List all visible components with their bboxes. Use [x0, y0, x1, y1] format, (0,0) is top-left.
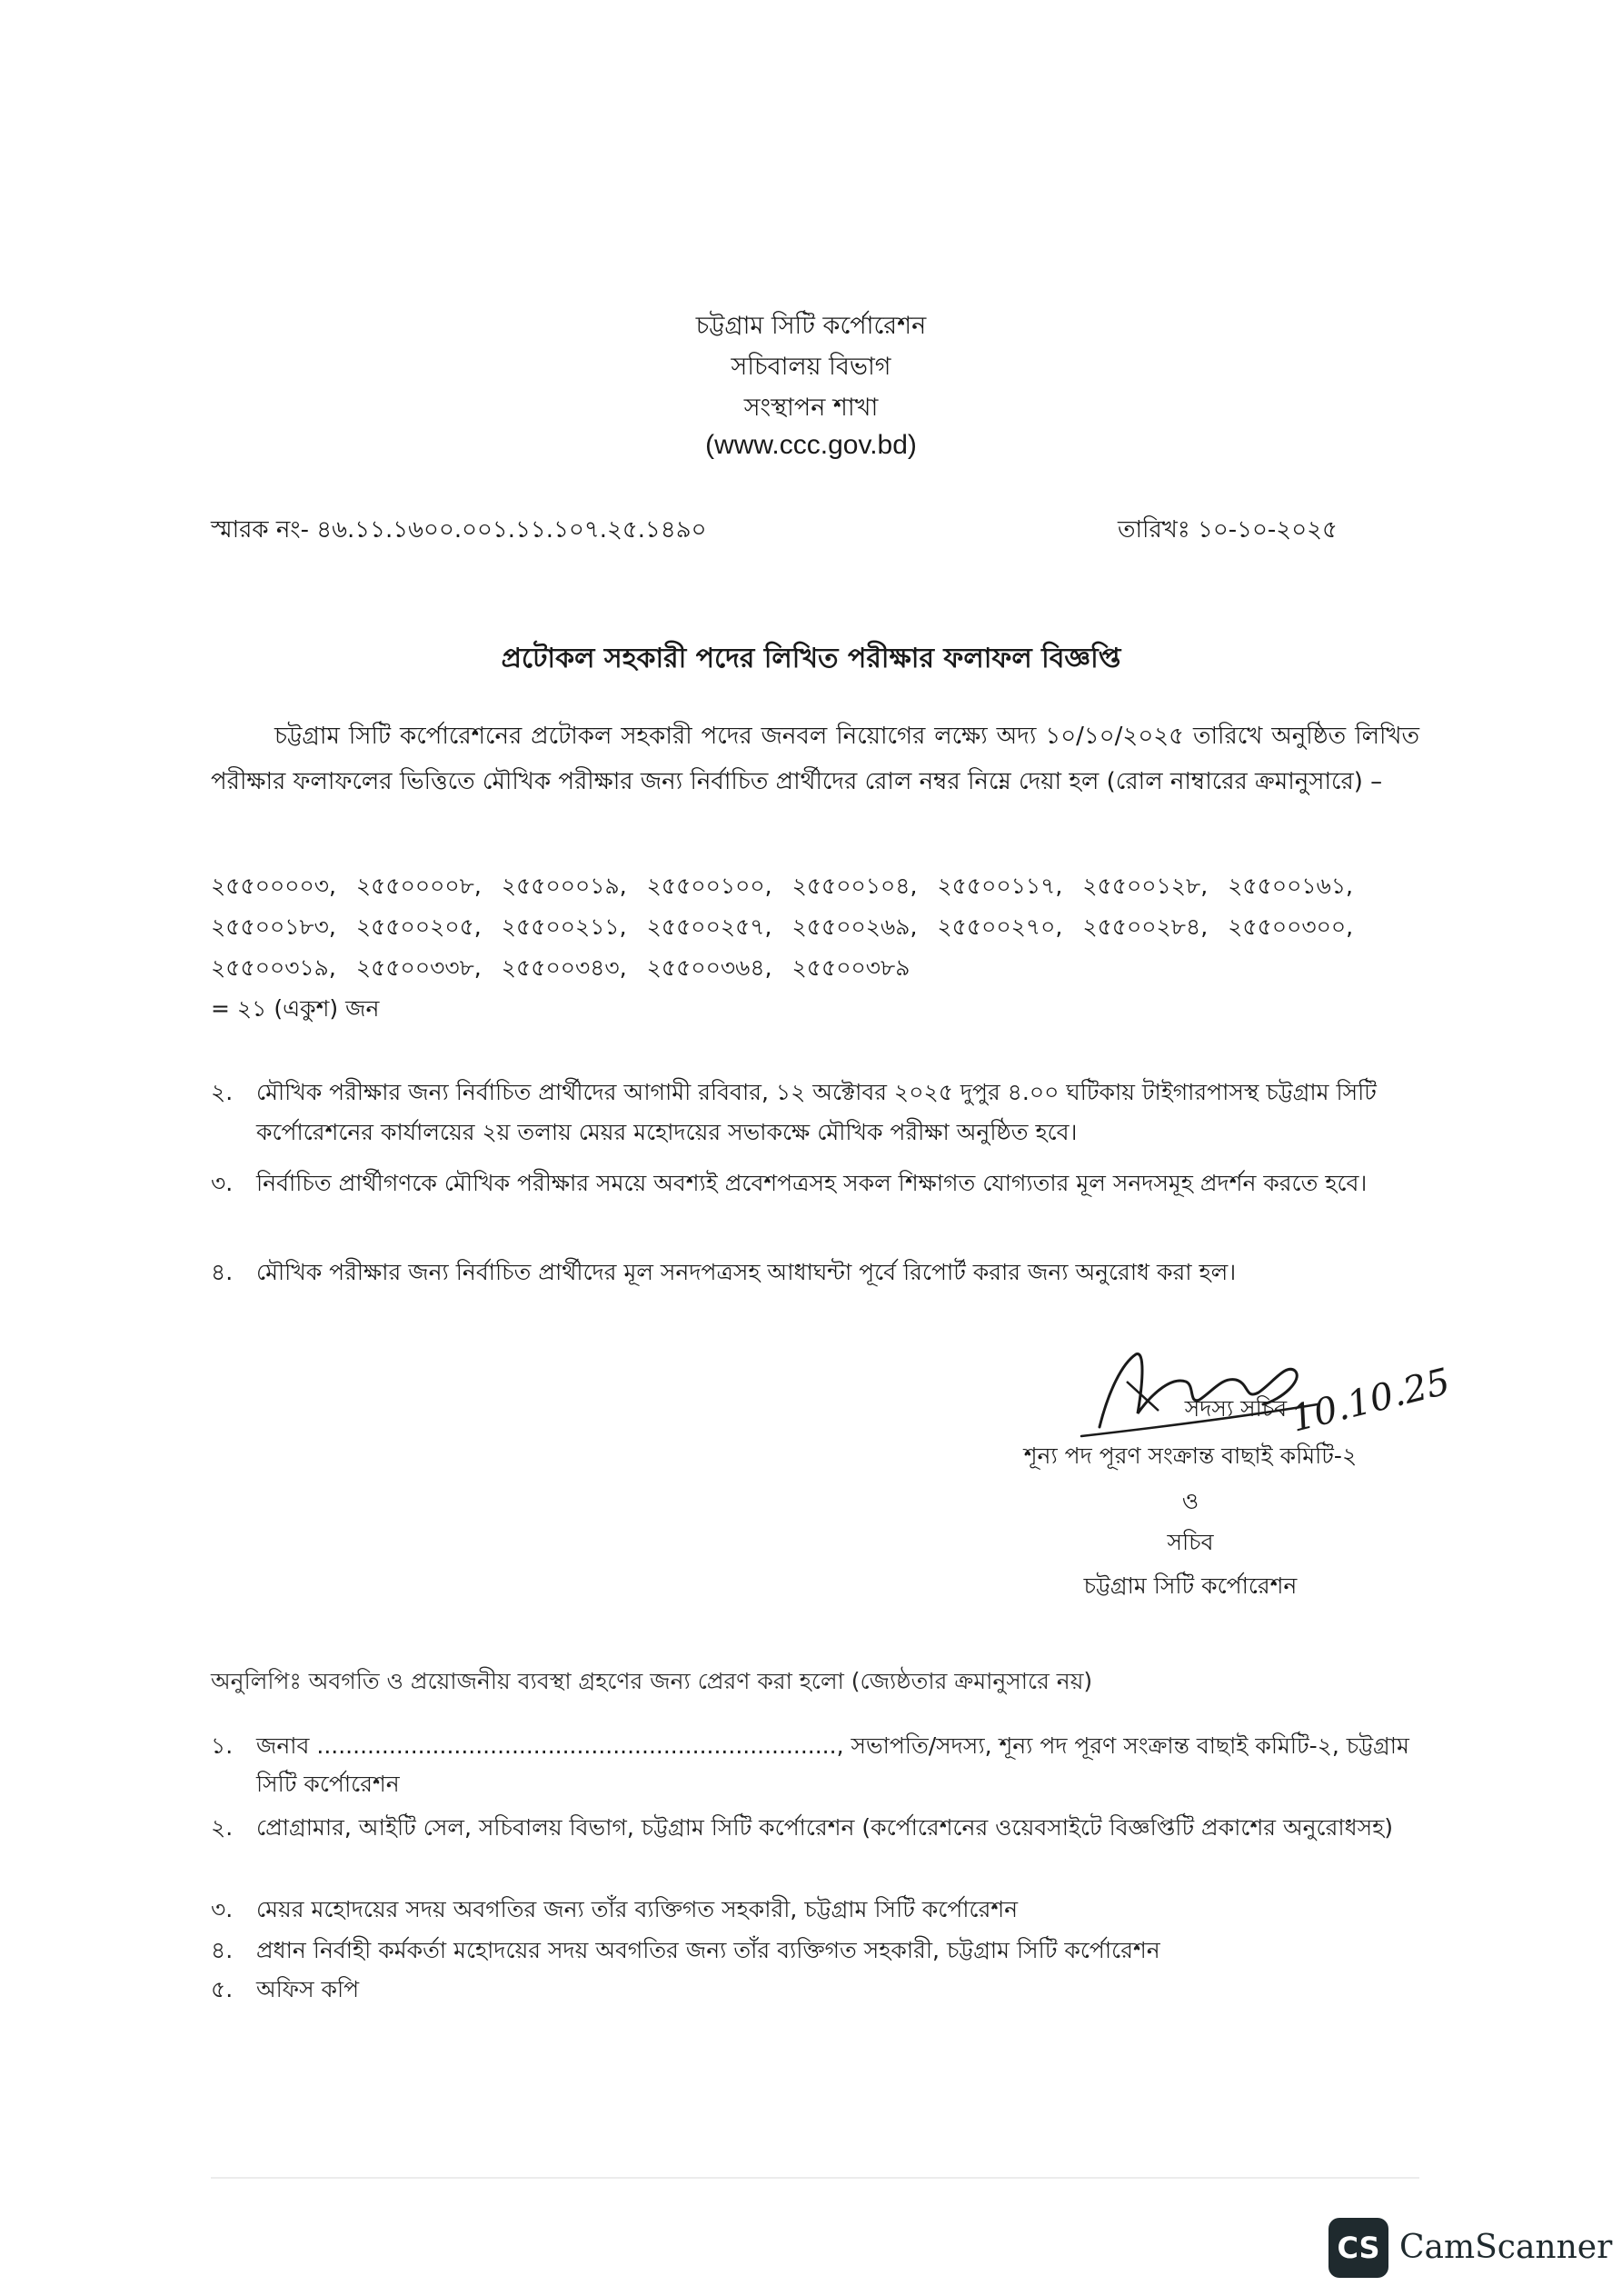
roll-number: ২৫৫০০৩৩৮, [355, 954, 482, 981]
roll-number: ২৫৫০০১৮৩, [211, 913, 336, 940]
roll-number: ২৫৫০০৩৬৪, [646, 954, 772, 981]
copy-number: ৫. [211, 1976, 234, 2002]
instruction-item [211, 1073, 1419, 1153]
roll-number: ২৫৫০০৩১৯, [211, 954, 336, 981]
branch-name: সংস্থাপন শাখা [743, 394, 879, 422]
conjunction-and: ও [1181, 1488, 1199, 1514]
roll-number: ২৫৫০০২৮৪, [1082, 913, 1209, 940]
copy-number: ১. [211, 1732, 234, 1759]
instruction-number: ৪. [211, 1259, 234, 1285]
roll-list [211, 865, 1419, 1029]
camscanner-label: CamScanner [1399, 2229, 1613, 2266]
page-title: প্রটোকল সহকারী পদের লিখিত পরীক্ষার ফলাফল বিজ্ঞপ্তি [501, 643, 1121, 674]
roll-number: ২৫৫০০২৬৯, [791, 913, 918, 940]
roll-number: ২৫৫০০১০৪, [791, 873, 918, 899]
division-name: সচিবালয় বিভাগ [731, 353, 891, 381]
memo-number: স্মারক নং- ৪৬.১১.১৬০০.০০১.১১.১০৭.২৫.১৪৯০ [211, 516, 707, 544]
roll-number: ২৫৫০০০১৯, [501, 873, 627, 899]
roll-number: ২৫৫০০১২৮, [1082, 873, 1209, 899]
copy-number: ৪. [211, 1937, 234, 1963]
secretary-org: চট্টগ্রাম সিটি কর্পোরেশন [1083, 1572, 1298, 1599]
roll-number: ২৫৫০০২০৫, [355, 913, 482, 940]
signature-date: 10.10.25 [1287, 1360, 1455, 1441]
copy-item [211, 1971, 1419, 2009]
copy-number: ২. [211, 1814, 234, 1841]
instruction-text: মৌখিক পরীক্ষার জন্য নির্বাচিত প্রার্থীদের মূল সনদপত্রসহ আধাঘন্টা পূর্বে রিপোর্ট করার জন্য অনুরোধ করা হল। [256, 1259, 1237, 1285]
instruction-number: ২. [211, 1079, 234, 1105]
roll-number: ২৫৫০০২৭০, [937, 913, 1063, 940]
roll-number: ২৫৫০০১৬১, [1228, 873, 1353, 899]
copy-intro: অনুলিপিঃ অবগতি ও প্রয়োজনীয় ব্যবস্থা গ্রহণের জন্য প্রেরণ করা হলো (জ্যেষ্ঠতার ক্রমানুসারে নয়) [211, 1668, 1093, 1694]
instruction-item [211, 1253, 1419, 1293]
copy-text: অফিস কপি [256, 1976, 360, 2002]
scan-edge-line [211, 2177, 1419, 2179]
copy-item [211, 1727, 1419, 1803]
website-link[interactable]: (www.ccc.gov.bd) [705, 430, 917, 460]
copy-item [211, 1932, 1419, 1970]
roll-number: ২৫৫০০৩০০, [1228, 913, 1354, 940]
instruction-number: ৩. [211, 1170, 234, 1196]
member-secretary: সদস্য সচিব [1184, 1395, 1288, 1422]
roll-number: ২৫৫০০০০৮, [355, 873, 482, 899]
copy-text: জনাব ........................................................................, সভাপতি/সদস্য, শূন্য পদ পূরণ সংক্রান্ত বাছাই কমিটি-২, চট্টগ্রাম সিটি কর্পোরেশন [256, 1732, 1409, 1797]
committee-name: শূন্য পদ পূরণ সংক্রান্ত বাছাই কমিটি-২ [1023, 1442, 1358, 1469]
copy-text: মেয়র মহোদয়ের সদয় অবগতির জন্য তাঁর ব্যক্তিগত সহকারী, চট্টগ্রাম সিটি কর্পোরেশন [256, 1896, 1019, 1922]
roll-number: ২৫৫০০১০০, [646, 873, 772, 899]
roll-number: ২৫৫০০৩৮৯ [791, 954, 911, 981]
roll-number: ২৫৫০০১১৭, [937, 873, 1063, 899]
memo-date: তারিখঃ ১০-১০-২০২৫ [1118, 516, 1338, 544]
copy-item [211, 1809, 1419, 1847]
copy-text: প্রধান নির্বাহী কর্মকর্তা মহোদয়ের সদয় অবগতির জন্য তাঁর ব্যক্তিগত সহকারী, চট্টগ্রাম সিটি কর্পোরেশন [256, 1937, 1160, 1963]
roll-number: ২৫৫০০০০৩, [211, 873, 336, 899]
instruction-item [211, 1163, 1419, 1203]
instruction-text: নির্বাচিত প্রার্থীগণকে মৌখিক পরীক্ষার সময়ে অবশ্যই প্রবেশপত্রসহ সকল শিক্ষাগত যোগ্যতার মূল সনদসমূহ প্রদর্শন করতে হবে। [256, 1170, 1368, 1196]
roll-number: ২৫৫০০৩৪৩, [501, 954, 627, 981]
instruction-text: মৌখিক পরীক্ষার জন্য নির্বাচিত প্রার্থীদের আগামী রবিবার, ১২ অক্টোবর ২০২৫ দুপুর ৪.০০ ঘটিকায় টাইগারপাসস্থ চট্টগ্রাম সিটি কর্পোরেশনের কার্যালয়ের ২য় তলায় মেয়র মহোদয়ের সভাকক্ষে মৌখিক পরীক্ষা অনুষ্ঠিত হবে। [256, 1079, 1377, 1145]
roll-total: = ২১ (একুশ) জন [211, 995, 380, 1022]
org-name: চট্টগ্রাম সিটি কর্পোরেশন [695, 312, 927, 340]
secretary-title: সচিব [1167, 1529, 1214, 1555]
copy-item [211, 1891, 1419, 1929]
roll-number: ২৫৫০০২১১, [501, 913, 627, 940]
camscanner-logo-icon: CS [1328, 2218, 1388, 2278]
roll-number: ২৫৫০০২৫৭, [646, 913, 772, 940]
copy-text: প্রোগ্রামার, আইটি সেল, সচিবালয় বিভাগ, চট্টগ্রাম সিটি কর্পোরেশন (কর্পোরেশনের ওয়েবসাইটে বিজ্ঞপ্তিটি প্রকাশের অনুরোধসহ) [256, 1814, 1393, 1841]
copy-number: ৩. [211, 1896, 234, 1922]
intro-paragraph: চট্টগ্রাম সিটি কর্পোরেশনের প্রটোকল সহকারী পদের জনবল নিয়োগের লক্ষ্যে অদ্য ১০/১০/২০২৫ তারিখে অনুষ্ঠিত লিখিত পরীক্ষার ফলাফলের ভিত্তিতে মৌখিক পরীক্ষার জন্য নির্বাচিত প্রার্থীদের রোল নম্বর নিম্নে দেয়া হল (রোল নাম্বারের ক্রমানুসারে) – [211, 723, 1419, 795]
